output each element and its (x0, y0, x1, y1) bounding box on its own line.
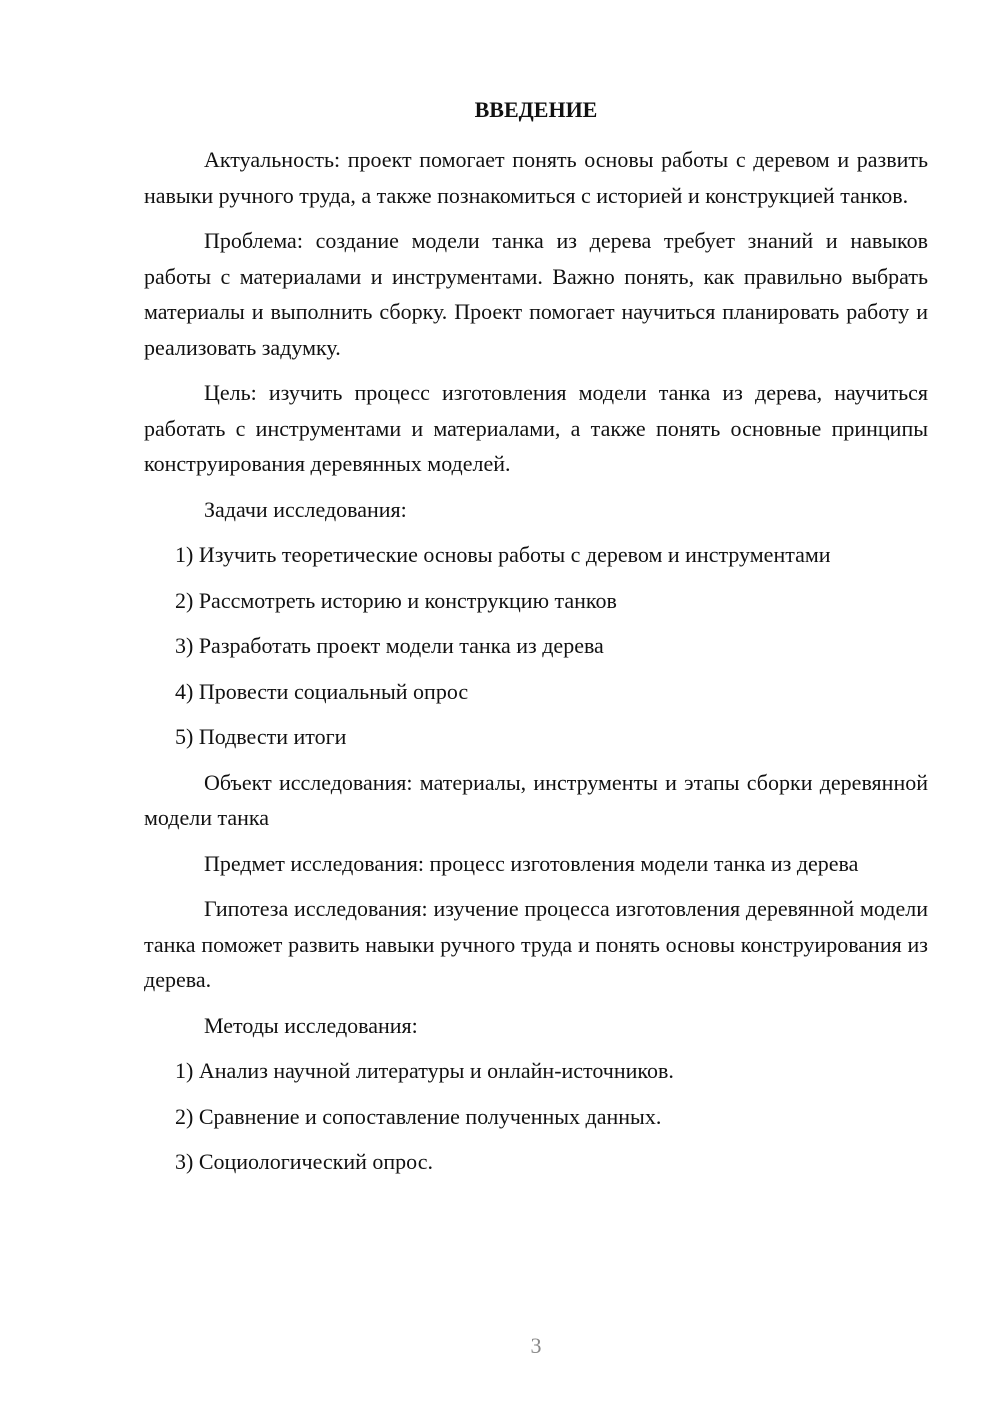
task-item: 4) Провести социальный опрос (175, 678, 469, 704)
page-number: 3 (530, 1333, 542, 1358)
method-item: 3) Социологический опрос. (175, 1149, 433, 1174)
tasks-label: Задачи исследования: (204, 496, 407, 522)
problem-paragraph: Проблема: создание модели танка из дерева требует знаний и навыков работы с материалами и инструментами. Важно понять, как правильно выбрать материалы и выполнить сборку. Проект помогает научиться планировать работу и реализовать задумку. (144, 228, 928, 360)
methods-label: Методы исследования: (204, 1012, 418, 1038)
document-body (144, 142, 928, 1190)
task-item: 5) Подвести итоги (175, 724, 347, 749)
relevance-paragraph: Актуальность: проект помогает понять основы работы с деревом и развить навыки ручного труда, а также познакомиться с историей и конструкцией танков. (144, 147, 928, 208)
method-item: 2) Сравнение и сопоставление полученных данных. (175, 1103, 662, 1129)
task-item: 2) Рассмотреть историю и конструкцию танков (175, 587, 617, 613)
subject-paragraph: Предмет исследования: процесс изготовления модели танка из дерева (204, 850, 859, 876)
goal-paragraph: Цель: изучить процесс изготовления модели танка из дерева, научиться работать с инструментами и материалами, а также понять основные принципы конструирования деревянных моделей. (144, 380, 928, 476)
page-title: ВВЕДЕНИЕ (474, 97, 598, 122)
method-item: 1) Анализ научной литературы и онлайн-источников. (175, 1058, 674, 1083)
task-item: 1) Изучить теоретические основы работы с деревом и инструментами (175, 542, 831, 567)
task-item: 3) Разработать проект модели танка из дерева (175, 633, 604, 658)
object-paragraph: Объект исследования: материалы, инструменты и этапы сборки деревянной модели танка (144, 769, 928, 830)
hypothesis-paragraph: Гипотеза исследования: изучение процесса изготовления деревянной модели танка поможет развить навыки ручного труда и понять основы конструирования из дерева. (144, 896, 928, 992)
